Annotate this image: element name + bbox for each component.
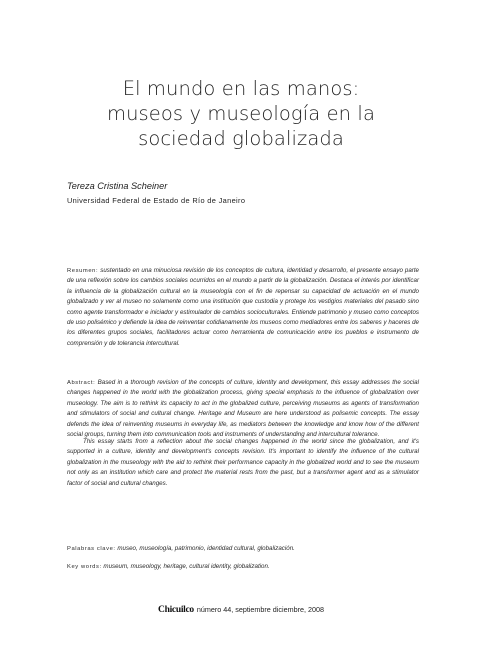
journal-logo: Chicuilco (158, 605, 194, 615)
resumen-text: sustentado en una minuciosa revisión de los conceptos de cultura, identidad y desarrollo, el presente ensayo parte de una reflexión sobre los cambios sociales ocurridos en el mundo a partir de la globalización. Destaca el interés por identificar la influencia de la globalización cultural en la museología con el fin de repensar su capacidad de actuación en el mundo globalizado y ver al museo no solamente como una institución que custodia y protege los vestigios materiales del pasado sino como agente transformador e iniciador y estimulador de cambios socioculturales. Entiende patrimonio y museo como conceptos de uso polisémico y defiende la idea de reinventar cotidianamente los museos como mediadores entre los saberes y haceres de los diferentes grupos sociales, facilitadores actuar como herramienta de comunicación entre los pueblos e instrumento de comprensión y de tolerancia intercultural. (67, 267, 419, 347)
abstract-text-2: This essay starts from a reflection about the social changes happened in the world since the globalization, and it's supported in a culture, identity and development's concepts revision. It's important to identify the influence of the cultural globalization in the museology with the aid to rethink their performance capacity in the globalized world and to see the museum not only as an institution which care and protect the material rests from the past, but a transformer agent and as a stimulator factor of social and cultural changes. (67, 438, 419, 487)
author-affiliation: Universidad Federal de Estado de Río de Janeiro (67, 196, 246, 205)
article-title (0, 76, 482, 151)
palabras-clave-label: Palabras clave: (67, 546, 116, 552)
abstract-paragraph (67, 378, 419, 440)
keywords-label: Key words: (67, 564, 102, 570)
title-line-2: museos y museología en la (106, 102, 376, 125)
resumen-paragraph (67, 266, 419, 349)
title-line-3: sociedad globalizada (138, 127, 344, 150)
issue-info: número 44, septiembre diciembre, 2008 (196, 605, 324, 614)
keywords (67, 562, 419, 572)
abstract-text: Based in a thorough revision of the concepts of culture, identity and development, this essay addresses the social changes happened in the world with the globalization process, giving special emphasis to the influence of globalization over museology. The aim is to rethink its capacity to act in the globalized culture, perceiving museums as agents of transformation and stimulators of social and cultural change. Heritage and Museum are here understood as polisemic concepts. The essay defends the idea of reinventing museums in everyday life, as mediators between the knowledge and know how of the different social groups, turning them into communication tools and instruments of understanding and intercultural tolerance. (67, 379, 419, 439)
palabras-clave-text: museo, museología, patrimonio, identidad cultural, globalización. (117, 545, 295, 552)
abstract-paragraph-2 (67, 437, 419, 489)
keywords-text: museum, museology, heritage, cultural identity, globalization. (103, 563, 270, 570)
title-line-1: El mundo en las manos: (122, 77, 360, 100)
author-name: Tereza Cristina Scheiner (67, 181, 168, 191)
palabras-clave (67, 544, 419, 554)
abstract-label: Abstract: (67, 380, 96, 386)
resumen-label: Resumen: (67, 268, 99, 274)
page-footer (0, 605, 482, 615)
